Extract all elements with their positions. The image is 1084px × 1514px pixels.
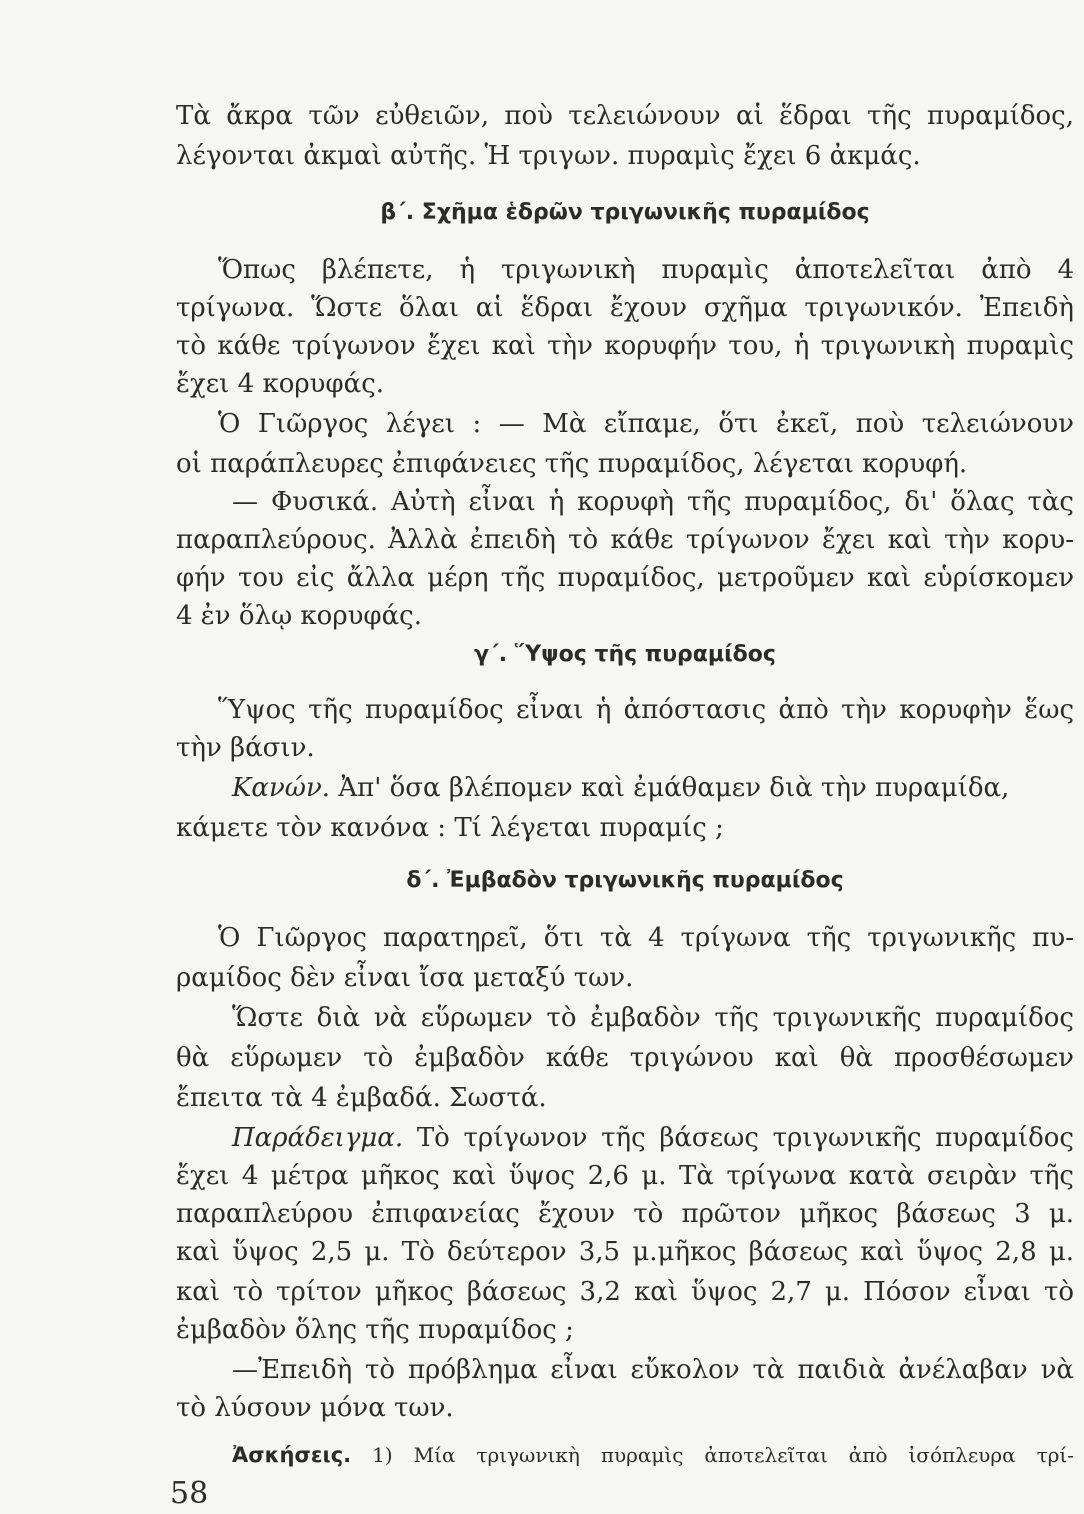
text-line: —Ἐπειδὴ τὸ πρόβλημα εἶναι εὔκολον τὰ παιδιὰ ἀνέλαβαν νὰ (232, 1355, 1074, 1385)
text-line: Ὕψος τῆς πυραμίδος εἶναι ἡ ἀπόστασις ἀπὸ τὴν κορυφὴν ἕως (218, 695, 1074, 725)
example-text: Τὸ τρίγωνον τῆς βάσεως τριγωνικῆς πυραμίδος (403, 1123, 1074, 1153)
text-line: 4 ἐν ὅλῳ κορυφάς. (176, 601, 423, 631)
text-line: Ὅπως βλέπετε, ἡ τριγωνικὴ πυραμὶς ἀποτελεῖται ἀπὸ 4 (218, 255, 1074, 285)
example-line (176, 1120, 1074, 1156)
text-line: τὸ κάθε τρίγωνον ἔχει καὶ τὴν κορυφήν του, ἡ τριγωνικὴ πυραμὶς (176, 331, 1074, 361)
text-line: παραπλεύρου ἐπιφανείας ἔχουν τὸ πρῶτον μῆκος βάσεως 3 μ. (176, 1199, 1074, 1229)
text-line: τὸ λύσουν μόνα των. (176, 1393, 454, 1423)
text-line: λέγονται ἀκμαὶ αὐτῆς. Ἡ τριγων. πυραμὶς ἔχει 6 ἀκμάς. (176, 141, 921, 171)
rule-label: Κανών. (232, 773, 331, 803)
text-line: ραμίδος δὲν εἶναι ἴσα μεταξύ των. (176, 963, 634, 993)
section-heading: β΄. Σχῆμα ἑδρῶν τριγωνικῆς πυραμίδος (380, 200, 870, 225)
exercises-label: Ἀσκήσεις. (232, 1443, 352, 1467)
text-line: παραπλεύρους. Ἀλλὰ ἐπειδὴ τὸ κάθε τρίγωνον ἔχει καὶ τὴν κορυ- (176, 525, 1074, 555)
rule-text: Ἀπ' ὅσα βλέπομεν καὶ ἐμάθαμεν διὰ τὴν πυραμίδα, (330, 773, 1010, 803)
text-line: Ὁ Γιῶργος παρατηρεῖ, ὅτι τὰ 4 τρίγωνα τῆς τριγωνικῆς πυ- (218, 923, 1074, 953)
text-line: Ὥστε διὰ νὰ εὕρωμεν τὸ ἐμβαδὸν τῆς τριγωνικῆς πυραμίδος (232, 1003, 1074, 1033)
text-line: ἔχει 4 μέτρα μῆκος καὶ ὕψος 2,6 μ. Τὰ τρίγωνα κατὰ σειρὰν τῆς (176, 1161, 1074, 1191)
text-line: ἐμβαδὸν ὅλης τῆς πυραμίδος ; (176, 1315, 574, 1345)
example-label: Παράδειγμα. (232, 1123, 404, 1153)
exercises-text: 1) Μία τριγωνικὴ πυραμὶς ἀποτελεῖται ἀπὸ ἰσόπλευρα τρί- (351, 1443, 1074, 1467)
text-line: — Φυσικά. Αὐτὴ εἶναι ἡ κορυφὴ τῆς πυραμίδος, δι' ὅλας τὰς (232, 487, 1074, 517)
text-line: Ὁ Γιῶργος λέγει : — Μὰ εἴπαμε, ὅτι ἐκεῖ, ποὺ τελειώνουν (218, 409, 1074, 439)
text-line: φήν του εἰς ἄλλα μέρη τῆς πυραμίδος, μετροῦμεν καὶ εὑρίσκομεν (176, 563, 1074, 593)
text-line: τὴν βάσιν. (176, 733, 315, 763)
section-heading: δ΄. Ἐμβαδὸν τριγωνικῆς πυραμίδος (406, 868, 844, 893)
page-number: 58 (170, 1476, 209, 1511)
section-heading: γ΄. Ὕψος τῆς πυραμίδος (474, 642, 776, 667)
text-line: ἔπειτα τὰ 4 ἐμβαδά. Σωστά. (176, 1083, 547, 1113)
rule-line (176, 770, 1074, 806)
text-line: οἱ παράπλευρες ἐπιφάνειες τῆς πυραμίδος, λέγεται κορυφή. (176, 449, 968, 479)
text-line: τρίγωνα. Ὥστε ὅλαι αἱ ἕδραι ἔχουν σχῆμα τριγωνικόν. Ἐπειδὴ (176, 293, 1074, 323)
text-line: καὶ ὕψος 2,5 μ. Τὸ δεύτερον 3,5 μ.μῆκος βάσεως καὶ ὕψος 2,8 μ. (176, 1237, 1074, 1267)
exercises-line (176, 1436, 1074, 1473)
text-line: θὰ εὕρωμεν τὸ ἐμβαδὸν κάθε τριγώνου καὶ θὰ προσθέσωμεν (176, 1043, 1074, 1073)
text-line: Τὰ ἄκρα τῶν εὐθειῶν, ποὺ τελειώνουν αἱ ἕδραι τῆς πυραμίδος, (176, 101, 1074, 131)
text-line: ἔχει 4 κορυφάς. (176, 369, 385, 399)
text-line: καὶ τὸ τρίτον μῆκος βάσεως 3,2 καὶ ὕψος 2,7 μ. Πόσον εἶναι τὸ (176, 1277, 1074, 1307)
text-line: κάμετε τὸν κανόνα : Τί λέγεται πυραμίς ; (176, 813, 724, 843)
